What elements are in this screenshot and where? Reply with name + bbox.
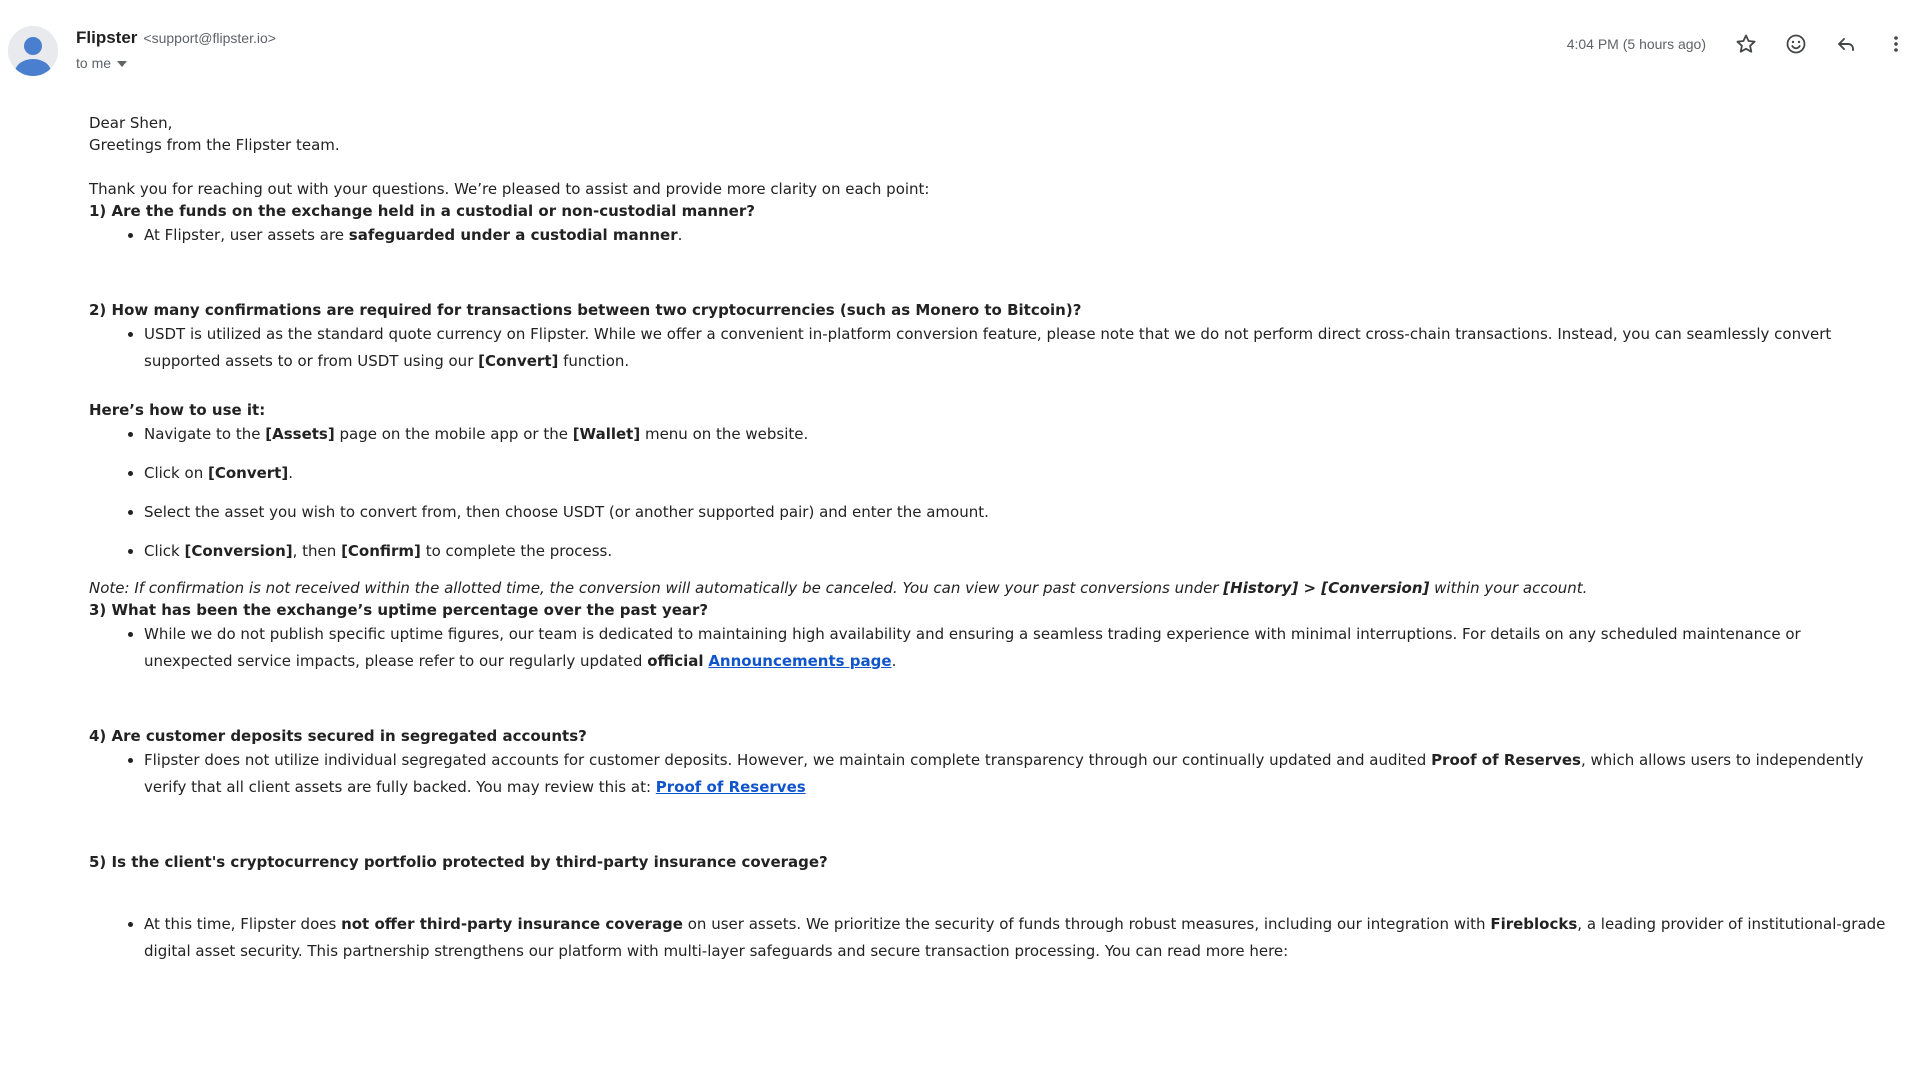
answer-2	[144, 321, 1889, 375]
step-1-text: Navigate to the	[144, 425, 266, 443]
answer-3	[144, 621, 1889, 675]
step-4-conversion: [Conversion]	[184, 542, 293, 560]
step-4-text: Click	[144, 542, 185, 560]
answer-2-bold: [Convert]	[478, 352, 559, 370]
howto-heading: Here’s how to use it:	[89, 401, 266, 419]
answer-4-bold: Proof of Reserves	[1431, 751, 1581, 769]
sender-name[interactable]: Flipster	[76, 28, 138, 47]
question-1: 1) Are the funds on the exchange held in a custodial or non-custodial manner?	[89, 202, 755, 220]
step-4	[144, 538, 1889, 565]
question-3: 3) What has been the exchange’s uptime percentage over the past year?	[89, 601, 709, 619]
answer-5-list	[89, 911, 1889, 965]
reply-button[interactable]	[1826, 24, 1866, 64]
star-button[interactable]	[1726, 24, 1766, 64]
step-2	[144, 460, 1889, 487]
step-2-text: Click on	[144, 464, 208, 482]
howto-steps	[89, 421, 1889, 565]
star-icon	[1734, 32, 1758, 56]
header-actions	[1567, 24, 1916, 64]
answer-3-end: .	[891, 652, 897, 670]
step-1-end: menu on the website.	[640, 425, 809, 443]
step-1	[144, 421, 1889, 448]
answer-5-text: At this time, Flipster does	[144, 915, 342, 933]
chevron-down-icon	[117, 61, 127, 67]
step-1-mid: page on the mobile app or the	[334, 425, 573, 443]
answer-4-list	[89, 747, 1889, 801]
announcements-link[interactable]: Announcements page	[708, 652, 892, 670]
question-5: 5) Is the client's cryptocurrency portfolio protected by third-party insurance coverage?	[89, 853, 828, 871]
question-2: 2) How many confirmations are required for transactions between two cryptocurrencies (such as Monero to Bitcoin)?	[89, 301, 1082, 319]
answer-1-text: At Flipster, user assets are	[144, 226, 349, 244]
recipient-label: to me	[76, 55, 112, 71]
answer-5	[144, 911, 1889, 965]
answer-2-end: function.	[558, 352, 630, 370]
step-2-convert: [Convert]	[207, 464, 289, 482]
sender-line	[76, 28, 276, 48]
answer-2-text: USDT is utilized as the standard quote currency on Flipster. While we offer a convenient in-platform conversion feature, please note that we do not perform direct cross-chain transactions. Instead, you can seamlessly convert supported assets to or from USDT using our	[144, 325, 1832, 370]
email-header	[0, 0, 1920, 90]
answer-3-bold: official	[647, 652, 704, 670]
note-text: Note: If confirmation is not received within the allotted time, the conversion will automatically be canceled. You can view your past conversions under	[89, 579, 1224, 597]
answer-4	[144, 747, 1889, 801]
answer-1-end: .	[677, 226, 683, 244]
emoji-icon	[1784, 32, 1808, 56]
step-1-wallet: [Wallet]	[572, 425, 641, 443]
step-2-end: .	[288, 464, 293, 482]
email-body	[89, 112, 1889, 965]
proof-of-reserves-link[interactable]: Proof of Reserves	[655, 778, 806, 796]
answer-5-bold-fireblocks: Fireblocks	[1490, 915, 1578, 933]
answer-3-list	[89, 621, 1889, 675]
step-3: • Select the asset you wish to convert from, then choose USDT (or another supported pair) and enter the amount.	[144, 499, 1889, 526]
answer-5-end: , a leading provider of institutional-grade digital asset security. This partnership strengthens our platform with multi-layer safeguards and secure transaction processing. You can read more here:	[144, 915, 1886, 960]
more-vert-icon	[1884, 32, 1908, 56]
answer-2-list	[89, 321, 1889, 375]
recipient-details-toggle[interactable]	[76, 55, 127, 71]
sender-email: <support@flipster.io>	[143, 30, 276, 46]
avatar[interactable]	[8, 26, 58, 76]
intro-paragraph: Thank you for reaching out with your questions. We’re pleased to assist and provide more clarity on each point:	[89, 180, 930, 198]
note-end: within your account.	[1429, 579, 1588, 597]
greeting: Dear Shen,	[89, 114, 173, 132]
add-reaction-button[interactable]	[1776, 24, 1816, 64]
person-icon	[8, 26, 58, 76]
greeting-block	[89, 112, 1889, 156]
answer-3-text: While we do not publish specific uptime figures, our team is dedicated to maintaining high availability and ensuring a seamless trading experience with minimal interruptions. For details on any scheduled maintenance or unexpected service impacts, please refer to our regularly updated	[144, 625, 1801, 670]
greeting-team: Greetings from the Flipster team.	[89, 136, 340, 154]
step-1-assets: [Assets]	[265, 425, 335, 443]
answer-5-bold-insurance: not offer third-party insurance coverage	[341, 915, 683, 933]
answer-4-text: Flipster does not utilize individual segregated accounts for customer deposits. However, we maintain complete transparency through our continually updated and audited	[144, 751, 1432, 769]
answer-1	[144, 222, 1889, 249]
step-4-confirm: [Confirm]	[341, 542, 421, 560]
reply-icon	[1834, 32, 1858, 56]
answer-1-bold: safeguarded under a custodial manner	[348, 226, 678, 244]
note-paragraph	[89, 577, 1889, 599]
note-bold: [History] > [Conversion]	[1223, 579, 1430, 597]
answer-5-mid: on user assets. We prioritize the security of funds through robust measures, including our integration with	[682, 915, 1491, 933]
answer-4-mid: , which allows users to independently verify that all client assets are fully backed. You may review this at:	[144, 751, 1864, 796]
step-4-mid: , then	[292, 542, 342, 560]
timestamp: 4:04 PM (5 hours ago)	[1566, 36, 1706, 52]
more-options-button[interactable]	[1876, 24, 1916, 64]
question-4: 4) Are customer deposits secured in segregated accounts?	[89, 727, 587, 745]
answer-1-list	[89, 222, 1889, 249]
step-4-end: to complete the process.	[420, 542, 613, 560]
